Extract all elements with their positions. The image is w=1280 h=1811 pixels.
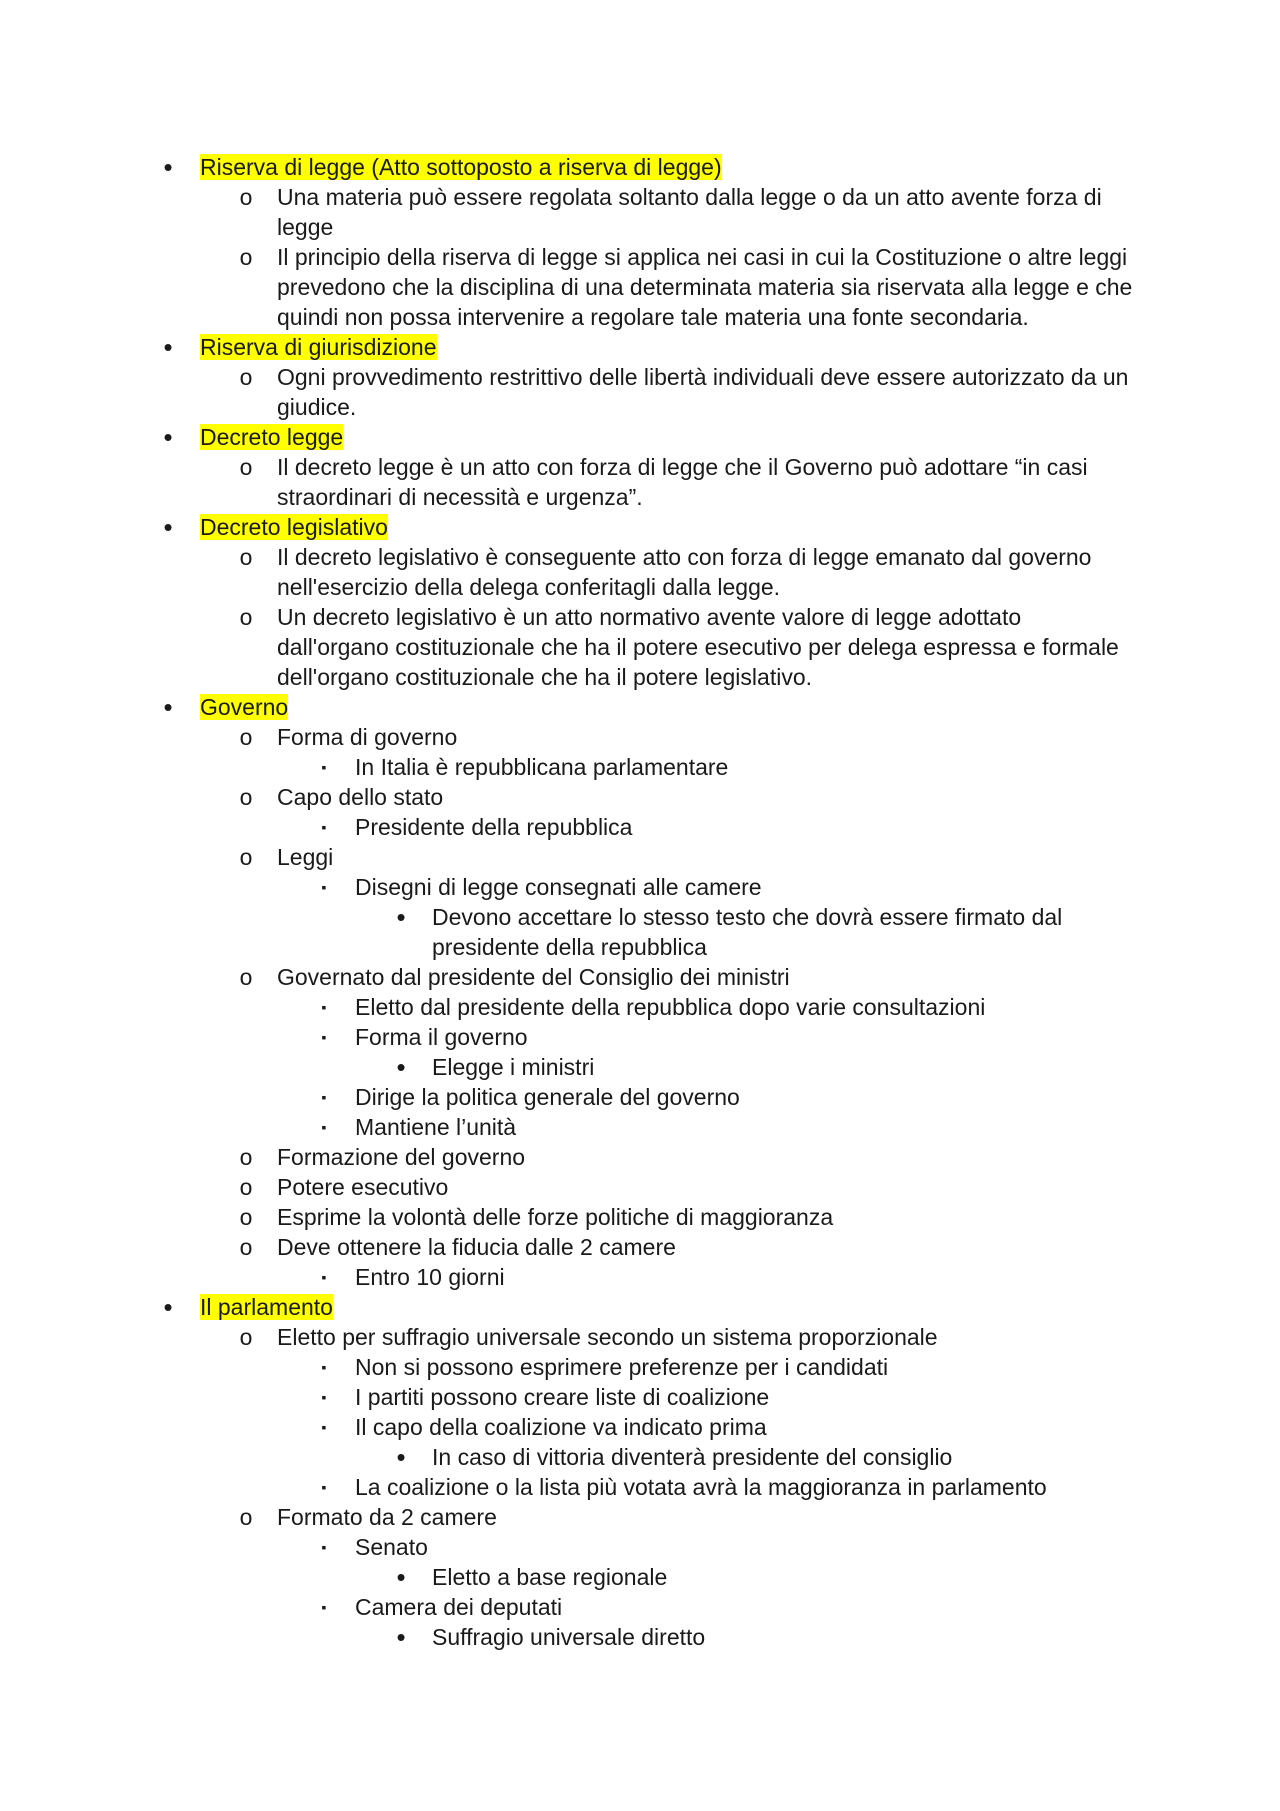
bullet-icon: ▪ [321,1419,327,1435]
item-text: Forma di governo [277,724,458,750]
list-item-level3 [0,752,1280,782]
item-text: Leggi [277,844,334,870]
bullet-icon: • [396,1562,406,1592]
bullet-icon: ▪ [321,819,327,835]
list-item-level3 [0,1532,1280,1562]
list-item-level2 [0,572,1280,602]
bullet-icon: o [239,1144,253,1170]
list-item-level3 [0,1412,1280,1442]
item-text: In Italia è repubblicana parlamentare [355,754,729,780]
bullet-icon: o [239,1324,253,1350]
bullet-icon: • [163,422,173,452]
list-item-level4 [0,902,1280,932]
item-text: Esprime la volontà delle forze politiche di maggioranza [277,1204,834,1230]
bullet-icon: o [239,1504,253,1530]
list-item-level2 [0,482,1280,512]
item-text: Formato da 2 camere [277,1504,497,1530]
list-item-level2 [0,1172,1280,1202]
bullet-icon: ▪ [321,1479,327,1495]
bullet-icon: o [239,1234,253,1260]
item-text: dall'organo costituzionale che ha il potere esecutivo per delega espressa e formale [277,634,1119,660]
item-text: Deve ottenere la fiducia dalle 2 camere [277,1234,676,1260]
list-item-level2 [0,182,1280,212]
bullet-icon: o [239,454,253,480]
list-item-level3 [0,1382,1280,1412]
item-text: Ogni provvedimento restrittivo delle libertà individuali deve essere autorizzato da un [277,364,1129,390]
highlighted-heading-text: Riserva di legge (Atto sottoposto a riserva di legge) [200,154,722,180]
item-text: Il principio della riserva di legge si applica nei casi in cui la Costituzione o altre leggi [277,244,1128,270]
bullet-icon: • [396,1052,406,1082]
list-item-level2 [0,542,1280,572]
highlighted-heading-text: Decreto legge [200,424,344,450]
item-text: Camera dei deputati [355,1594,563,1620]
list-item-level2 [0,302,1280,332]
heading-item-level1 [0,422,1280,452]
item-text: straordinari di necessità e urgenza”. [277,484,643,510]
bullet-icon: o [239,244,253,270]
item-text: Forma il governo [355,1024,528,1050]
list-item-level3 [0,872,1280,902]
bullet-icon: o [239,544,253,570]
bullet-icon: ▪ [321,1119,327,1135]
list-item-level2 [0,842,1280,872]
item-text: Senato [355,1534,428,1560]
item-text: quindi non possa intervenire a regolare tale materia una fonte secondaria. [277,304,1029,330]
list-item-level2 [0,362,1280,392]
item-text: Elegge i ministri [432,1054,595,1080]
item-text: giudice. [277,394,357,420]
item-text: Eletto per suffragio universale secondo un sistema proporzionale [277,1324,938,1350]
list-item-level3 [0,992,1280,1022]
list-item-level2 [0,272,1280,302]
heading-item-level1 [0,512,1280,542]
bullet-icon: o [239,184,253,210]
item-text: I partiti possono creare liste di coalizione [355,1384,770,1410]
bullet-icon: ▪ [321,999,327,1015]
list-item-level2 [0,242,1280,272]
item-text: Una materia può essere regolata soltanto dalla legge o da un atto avente forza di [277,184,1102,210]
list-item-level3 [0,1262,1280,1292]
item-text: Eletto a base regionale [432,1564,668,1590]
list-item-level3 [0,1112,1280,1142]
item-text: Potere esecutivo [277,1174,449,1200]
item-text: Formazione del governo [277,1144,526,1170]
item-text: Non si possono esprimere preferenze per i candidati [355,1354,889,1380]
list-item-level4 [0,1562,1280,1592]
item-text: presidente della repubblica [432,934,707,960]
list-item-level3 [0,1352,1280,1382]
list-item-level2 [0,1142,1280,1172]
list-item-level2 [0,1202,1280,1232]
bullet-icon: • [163,332,173,362]
bullet-icon: • [396,1442,406,1472]
highlighted-heading-text: Governo [200,694,289,720]
item-text: Dirige la politica generale del governo [355,1084,740,1110]
list-item-level3 [0,1082,1280,1112]
item-text: Il capo della coalizione va indicato prima [355,1414,767,1440]
heading-item-level1 [0,332,1280,362]
item-text: Il decreto legge è un atto con forza di legge che il Governo può adottare “in casi [277,454,1088,480]
bullet-icon: ▪ [321,1029,327,1045]
bullet-icon: ▪ [321,1089,327,1105]
heading-item-level1 [0,692,1280,722]
item-text: nell'esercizio della delega conferitagli dalla legge. [277,574,781,600]
bullet-icon: ▪ [321,759,327,775]
bullet-icon: • [396,902,406,932]
list-item-level3 [0,1472,1280,1502]
bullet-icon: • [396,1622,406,1652]
item-text: La coalizione o la lista più votata avrà la maggioranza in parlamento [355,1474,1047,1500]
bullet-icon: o [239,604,253,630]
list-item-level2 [0,662,1280,692]
bullet-icon: ▪ [321,1539,327,1555]
bullet-icon: o [239,964,253,990]
bullet-icon: o [239,1204,253,1230]
bullet-icon: ▪ [321,879,327,895]
list-item-level2 [0,632,1280,662]
item-text: Suffragio universale diretto [432,1624,706,1650]
bullet-icon: o [239,844,253,870]
bullet-icon: • [163,1292,173,1322]
item-text: prevedono che la disciplina di una determinata materia sia riservata alla legge e che [277,274,1133,300]
list-item-level3 [0,1022,1280,1052]
bullet-icon: o [239,364,253,390]
item-text: In caso di vittoria diventerà presidente del consiglio [432,1444,953,1470]
bullet-icon: ▪ [321,1599,327,1615]
item-text: Capo dello stato [277,784,444,810]
item-text: legge [277,214,334,240]
list-item-level3 [0,812,1280,842]
item-text: Entro 10 giorni [355,1264,505,1290]
heading-item-level1 [0,152,1280,182]
bullet-icon: • [163,512,173,542]
list-item-level4 [0,932,1280,962]
list-item-level2 [0,452,1280,482]
list-item-level4 [0,1052,1280,1082]
item-text: Eletto dal presidente della repubblica dopo varie consultazioni [355,994,986,1020]
bullet-icon: ▪ [321,1269,327,1285]
list-item-level2 [0,782,1280,812]
highlighted-heading-text: Riserva di giurisdizione [200,334,437,360]
item-text: Devono accettare lo stesso testo che dovrà essere firmato dal [432,904,1063,930]
bullet-icon: o [239,784,253,810]
bullet-icon: • [163,152,173,182]
document-page [0,152,1280,1652]
bullet-icon: ▪ [321,1359,327,1375]
item-text: Disegni di legge consegnati alle camere [355,874,762,900]
list-item-level2 [0,1232,1280,1262]
item-text: Il decreto legislativo è conseguente atto con forza di legge emanato dal governo [277,544,1092,570]
highlighted-heading-text: Decreto legislativo [200,514,388,540]
item-text: Presidente della repubblica [355,814,633,840]
list-item-level2 [0,602,1280,632]
item-text: dell'organo costituzionale che ha il potere legislativo. [277,664,812,690]
list-item-level2 [0,392,1280,422]
list-item-level2 [0,1322,1280,1352]
item-text: Un decreto legislativo è un atto normativo avente valore di legge adottato [277,604,1022,630]
item-text: Governato dal presidente del Consiglio dei ministri [277,964,790,990]
item-text: Mantiene l’unità [355,1114,517,1140]
list-item-level2 [0,722,1280,752]
list-item-level4 [0,1442,1280,1472]
bullet-icon: o [239,1174,253,1200]
heading-item-level1 [0,1292,1280,1322]
list-item-level2 [0,212,1280,242]
bullet-icon: o [239,724,253,750]
bullet-icon: ▪ [321,1389,327,1405]
list-item-level3 [0,1592,1280,1622]
bullet-icon: • [163,692,173,722]
list-item-level4 [0,1622,1280,1652]
highlighted-heading-text: Il parlamento [200,1294,333,1320]
list-item-level2 [0,1502,1280,1532]
list-item-level2 [0,962,1280,992]
